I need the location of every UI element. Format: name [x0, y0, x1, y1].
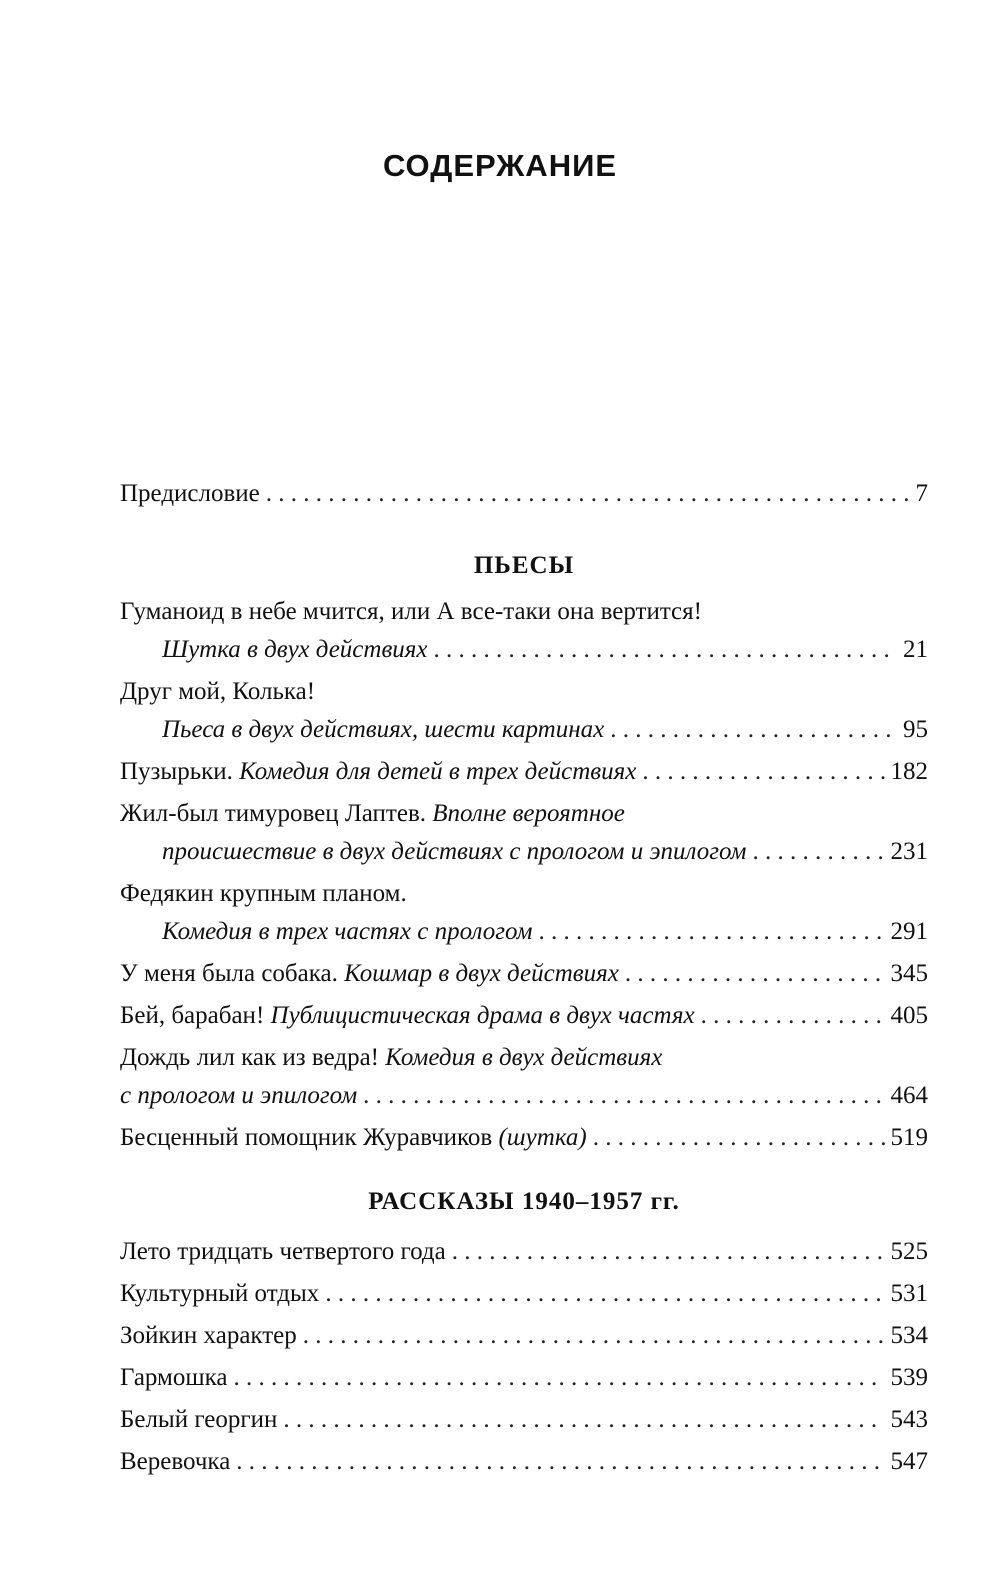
entry-title: Гармошка	[120, 1364, 228, 1391]
entry-subtitle: Шутка в двух действиях	[162, 636, 428, 663]
entry-title: Федякин крупным планом.	[120, 880, 407, 907]
entry-page: 519	[890, 1124, 928, 1151]
entry-subtitle: Комедия в трех частях с прологом	[162, 918, 533, 945]
entry-title: Бесценный помощник Журавчиков	[120, 1124, 493, 1151]
toc-entry-preface[interactable]	[120, 475, 928, 513]
entry-title: Культурный отдых	[120, 1280, 320, 1307]
entry-page: 539	[890, 1364, 928, 1391]
toc-entry[interactable]	[120, 1119, 928, 1157]
dot-leader	[363, 1077, 884, 1115]
dot-leader	[753, 833, 885, 871]
entry-page: 405	[890, 1002, 928, 1029]
toc-entry[interactable]	[120, 1233, 928, 1271]
section-heading-plays: ПЬЕСЫ	[473, 552, 575, 579]
dot-leader	[452, 1233, 885, 1271]
toc-entry[interactable]	[120, 1039, 928, 1115]
toc-entry[interactable]	[120, 997, 928, 1035]
dot-leader	[303, 1317, 885, 1355]
dot-leader	[236, 1443, 884, 1481]
section-heading-stories: РАССКАЗЫ 1940–1957 гг.	[368, 1188, 680, 1215]
entry-page: 534	[890, 1322, 928, 1349]
dot-leader	[538, 913, 884, 951]
entry-page: 345	[890, 960, 928, 987]
dot-leader	[266, 475, 910, 513]
toc-entry[interactable]	[120, 1275, 928, 1313]
toc-entry[interactable]	[120, 1401, 928, 1439]
entry-page: 95	[903, 716, 928, 743]
entry-page: 231	[890, 838, 928, 865]
dot-leader	[233, 1359, 884, 1397]
entry-subtitle: Публицистическая драма в двух частях	[270, 1002, 695, 1029]
dot-leader	[434, 631, 897, 669]
entry-title: Лето тридцать четвертого года	[120, 1238, 446, 1265]
entry-subtitle: Комедия в двух действиях	[385, 1044, 663, 1071]
entry-subtitle: Кошмар в двух действиях	[344, 960, 619, 987]
dot-leader	[283, 1401, 884, 1439]
entry-page: 543	[890, 1406, 928, 1433]
entry-page: 547	[890, 1448, 928, 1475]
dot-leader	[701, 997, 885, 1035]
entry-title: Предисловие	[120, 480, 260, 507]
entry-title: Дождь лил как из ведра!	[120, 1044, 379, 1071]
entry-title: Веревочка	[120, 1448, 231, 1475]
table-of-contents	[120, 475, 928, 1485]
entry-title: Жил-был тимуровец Лаптев.	[120, 800, 427, 827]
entry-title: Пузырьки.	[120, 758, 233, 785]
dot-leader	[610, 711, 897, 749]
entry-page: 291	[890, 918, 928, 945]
toc-entry[interactable]	[120, 673, 928, 749]
entry-subtitle-continued: происшествие в двух действиях с прологом и эпилогом	[162, 838, 747, 865]
entry-page: 182	[890, 758, 928, 785]
dot-leader	[325, 1275, 884, 1313]
entry-page: 7	[915, 480, 928, 507]
entry-subtitle: Пьеса в двух действиях, шести картинах	[162, 716, 605, 743]
entry-page: 21	[903, 636, 928, 663]
entry-page: 464	[890, 1082, 928, 1109]
toc-entry[interactable]	[120, 795, 928, 871]
entry-title: У меня была собака.	[120, 960, 338, 987]
toc-entry[interactable]	[120, 1317, 928, 1355]
page-title: СОДЕРЖАНИЕ	[382, 148, 618, 183]
toc-entry[interactable]	[120, 955, 928, 993]
entry-subtitle-continued: с прологом и эпилогом	[120, 1082, 358, 1109]
entry-subtitle: (шутка)	[498, 1124, 587, 1151]
entry-title: Друг мой, Колька!	[120, 678, 316, 705]
entry-title: Бей, барабан!	[120, 1002, 265, 1029]
entry-page: 531	[890, 1280, 928, 1307]
toc-entry[interactable]	[120, 1359, 928, 1397]
dot-leader	[593, 1119, 885, 1157]
toc-entry[interactable]	[120, 593, 928, 669]
entry-page: 525	[890, 1238, 928, 1265]
entry-title: Гуманоид в небе мчится, или А все-таки она вертится!	[120, 598, 702, 625]
entry-title: Зойкин характер	[120, 1322, 297, 1349]
toc-entry[interactable]	[120, 753, 928, 791]
entry-subtitle: Комедия для детей в трех действиях	[239, 758, 637, 785]
dot-leader	[625, 955, 885, 993]
toc-entry[interactable]	[120, 875, 928, 951]
entry-subtitle: Вполне вероятное	[432, 800, 625, 827]
dot-leader	[642, 753, 884, 791]
toc-entry[interactable]	[120, 1443, 928, 1481]
entry-title: Белый георгин	[120, 1406, 278, 1433]
